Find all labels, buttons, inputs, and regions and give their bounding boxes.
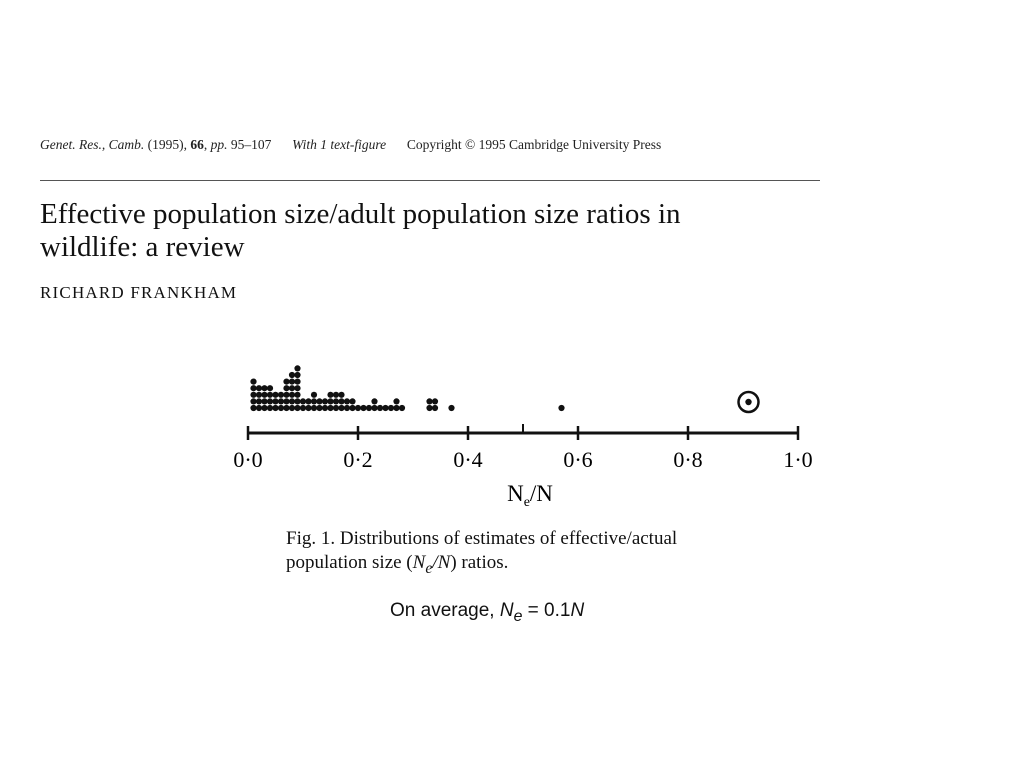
- data-dot: [294, 372, 300, 378]
- tick-labels: [233, 447, 812, 472]
- data-dot: [256, 398, 262, 404]
- data-dot: [305, 405, 311, 411]
- data-dot: [289, 385, 295, 391]
- data-dot: [272, 398, 278, 404]
- data-dot: [338, 392, 344, 398]
- data-dot: [250, 405, 256, 411]
- data-dot: [349, 405, 355, 411]
- data-dot: [294, 398, 300, 404]
- data-dot: [278, 405, 284, 411]
- data-dot: [294, 379, 300, 385]
- data-dot: [256, 392, 262, 398]
- data-dot: [432, 405, 438, 411]
- data-dot: [300, 405, 306, 411]
- data-dot: [338, 405, 344, 411]
- data-dot: [311, 405, 317, 411]
- citation-figure-note: With 1 text-figure: [292, 137, 387, 152]
- data-dot: [294, 385, 300, 391]
- data-dot: [267, 405, 273, 411]
- data-dot: [250, 398, 256, 404]
- data-dot: [283, 379, 289, 385]
- data-dot: [327, 405, 333, 411]
- article-title: [40, 198, 681, 264]
- caption-line2: population size $(N_e/N)$ ratios.: [286, 552, 509, 577]
- data-dot: [333, 405, 339, 411]
- data-dot: [261, 405, 267, 411]
- data-dot: [558, 405, 564, 411]
- data-dot: [267, 385, 273, 391]
- citation-year: (1995),: [147, 137, 187, 152]
- article-author: RICHARD FRANKHAM: [40, 283, 238, 302]
- data-dot: [283, 405, 289, 411]
- data-dot: [261, 392, 267, 398]
- average-note: On average, $N_e = 0.1N$: [390, 600, 585, 625]
- data-dot: [360, 405, 366, 411]
- data-dot: [327, 392, 333, 398]
- figure-caption: [286, 527, 806, 581]
- data-dot: [388, 405, 394, 411]
- data-dot: [349, 398, 355, 404]
- data-dot: [316, 398, 322, 404]
- journal-name: Genet. Res., Camb.: [40, 137, 145, 152]
- data-dot: [393, 405, 399, 411]
- data-dot: [283, 392, 289, 398]
- data-dot: [256, 385, 262, 391]
- x-tick-label: 0·4: [453, 447, 483, 472]
- data-dot: [250, 379, 256, 385]
- data-dot: [256, 405, 262, 411]
- data-dot: [448, 405, 454, 411]
- data-dot: [366, 405, 372, 411]
- citation-pages-label: pp.: [210, 137, 228, 152]
- data-dot: [250, 392, 256, 398]
- data-dot: [272, 392, 278, 398]
- data-dot: [311, 392, 317, 398]
- data-dot: [426, 398, 432, 404]
- data-dot: [267, 392, 273, 398]
- data-dot: [278, 398, 284, 404]
- data-dot: [327, 398, 333, 404]
- x-tick-label: 0·2: [343, 447, 373, 472]
- data-dot: [322, 398, 328, 404]
- header-rule: [40, 180, 820, 181]
- data-dots: [250, 365, 758, 412]
- data-dot: [283, 398, 289, 404]
- data-dot: [311, 398, 317, 404]
- data-dot: [278, 392, 284, 398]
- x-axis: [248, 424, 798, 440]
- x-axis-label: $N_e/N$: [507, 481, 553, 510]
- caption-line1: Fig. 1. Distributions of estimates of effective/actual: [286, 528, 678, 549]
- data-dot: [371, 405, 377, 411]
- data-dot: [289, 379, 295, 385]
- data-dot: [289, 392, 295, 398]
- data-dot: [294, 392, 300, 398]
- x-tick-label: 0·0: [233, 447, 263, 472]
- data-dot: [261, 385, 267, 391]
- data-dot: [267, 398, 273, 404]
- dot-plot-chart: [230, 320, 830, 520]
- data-dot: [426, 405, 432, 411]
- data-dot: [338, 398, 344, 404]
- data-dot: [289, 405, 295, 411]
- data-dot: [432, 398, 438, 404]
- data-dot: [300, 398, 306, 404]
- data-dot: [382, 405, 388, 411]
- data-dot: [316, 405, 322, 411]
- data-dot: [250, 385, 256, 391]
- data-dot: [261, 398, 267, 404]
- x-tick-label: 0·8: [673, 447, 703, 472]
- citation-line: Genet. Res., Camb. (1995), 66, pp. 95–107 With 1 text-figure Copyright © 1995 Cambridge University Press: [40, 137, 662, 152]
- data-dot: [294, 405, 300, 411]
- data-dot: [377, 405, 383, 411]
- article-title-line2: wildlife: a review: [40, 231, 245, 263]
- data-dot: [393, 398, 399, 404]
- data-dot: [294, 365, 300, 371]
- data-dot: [333, 392, 339, 398]
- data-dot: [305, 398, 311, 404]
- data-dot: [344, 398, 350, 404]
- data-dot: [371, 398, 377, 404]
- citation-copyright: Copyright © 1995 Cambridge University Press: [406, 137, 662, 152]
- data-dot: [355, 405, 361, 411]
- x-tick-label: 1·0: [783, 447, 813, 472]
- highlight-dot: [745, 399, 751, 405]
- data-dot: [272, 405, 278, 411]
- data-dot: [322, 405, 328, 411]
- data-dot: [333, 398, 339, 404]
- data-dot: [289, 372, 295, 378]
- citation-pages: 95–107: [230, 137, 272, 152]
- data-dot: [283, 385, 289, 391]
- data-dot: [344, 405, 350, 411]
- citation-volume: 66: [190, 137, 204, 152]
- x-tick-label: 0·6: [563, 447, 593, 472]
- article-title-line1: Effective population size/adult population size ratios in: [40, 198, 681, 230]
- data-dot: [289, 398, 295, 404]
- data-dot: [399, 405, 405, 411]
